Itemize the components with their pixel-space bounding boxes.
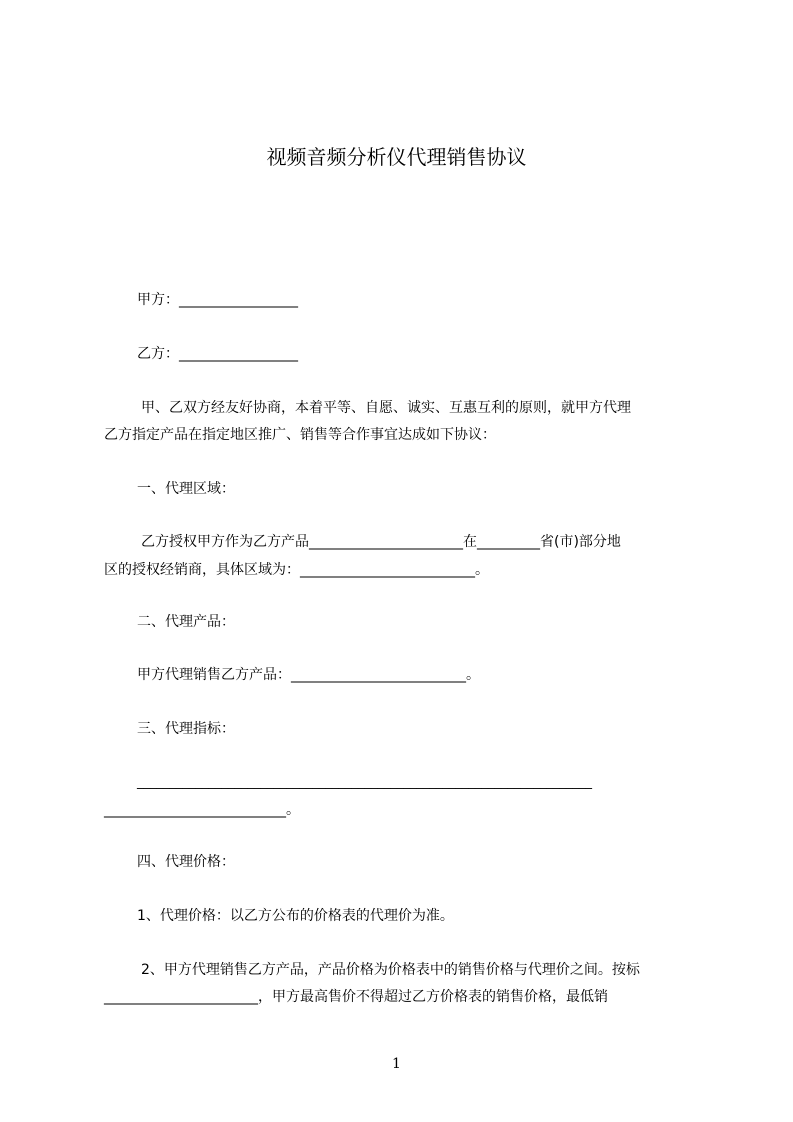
section-3-heading: 三、代理指标： [137,721,235,737]
intro-line-2: 乙方指定产品在指定地区推广、销售等合作事宜达成如下协议： [104,427,496,443]
section-1-line-1: 乙方授权甲方作为乙方产品______________________在_________省(市)部分地 [141,534,621,550]
section-4-heading: 四、代理价格： [137,854,235,870]
intro-line-1: 甲、乙双方经友好协商，本着平等、自愿、诚实、互惠互利的原则，就甲方代理 [141,400,631,416]
section-3-line-2: __________________________。 [104,802,300,818]
section-1-heading: 一、代理区域： [137,481,235,497]
party-b-line: 乙方：_________________ [137,346,298,362]
section-4-item-2-line-1: 2、甲方代理销售乙方产品，产品价格为价格表中的销售价格与代理价之间。按标 [141,962,640,978]
document-title: 视频音频分析仪代理销售协议 [266,145,527,169]
section-2-heading: 二、代理产品： [137,614,235,630]
section-3-line-1: ______________________________________________________________________ [137,775,592,790]
section-2-body: 甲方代理销售乙方产品：_________________________。 [137,667,480,683]
page-number: 1 [392,1056,401,1072]
section-1-line-2: 区的授权经销商，具体区域为：_________________________。 [104,562,489,578]
section-4-item-1: 1、代理价格：以乙方公布的价格表的代理价为准。 [137,908,454,924]
party-a-line: 甲方：_________________ [137,292,298,308]
section-4-item-2-line-2: ______________________，甲方最高售价不得超过乙方价格表的销售价格，最低销 [104,989,608,1005]
